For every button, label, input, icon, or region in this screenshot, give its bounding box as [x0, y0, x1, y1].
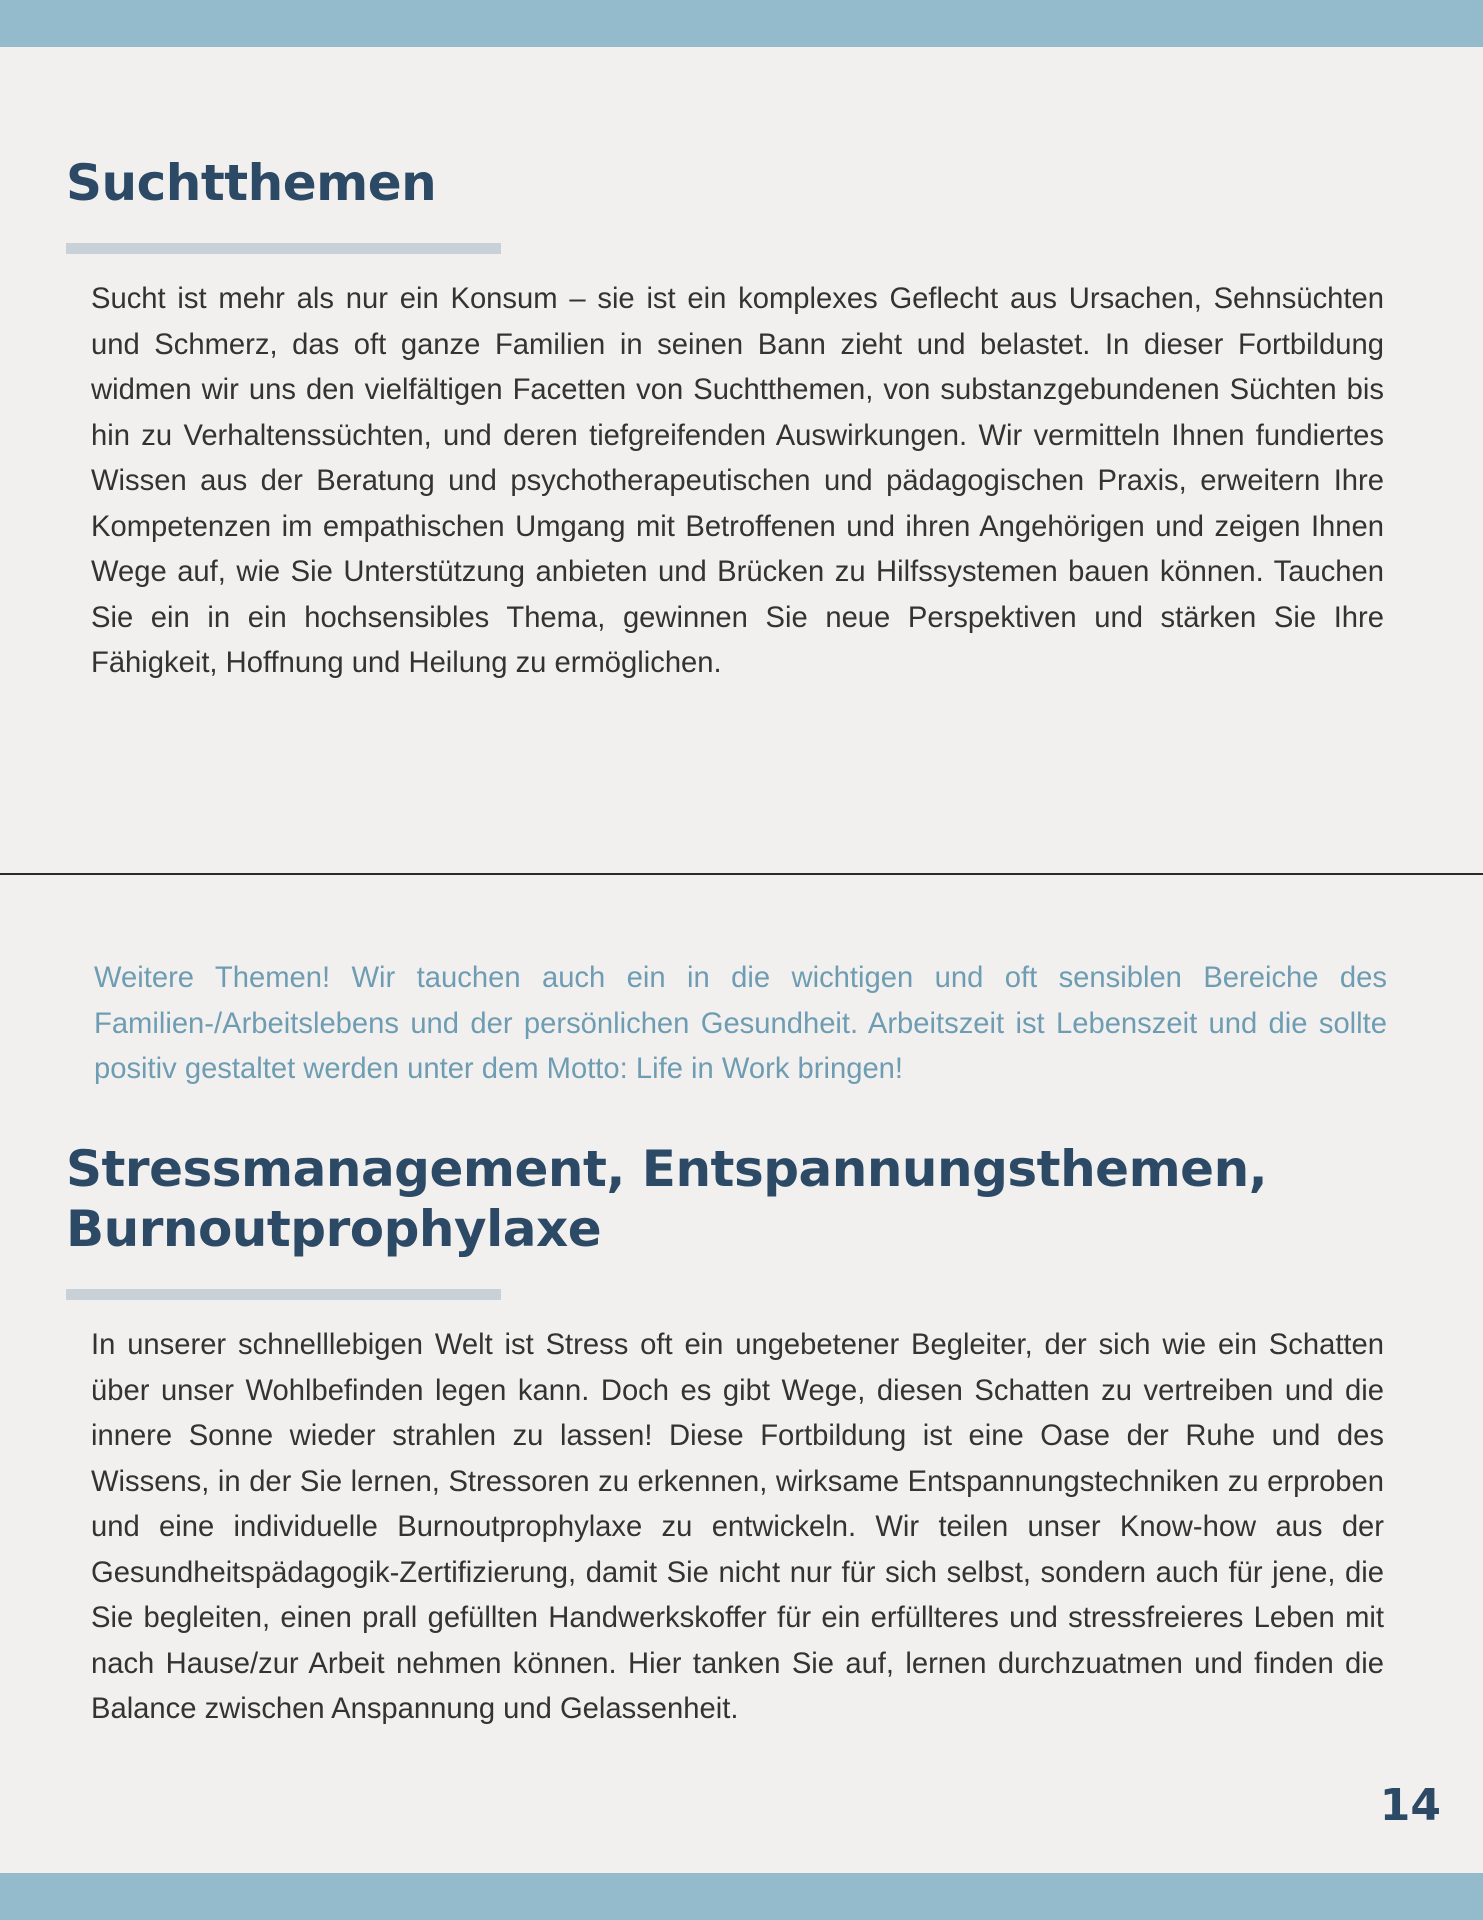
- section-title-line-2: Burnoutprophylaxe: [66, 1200, 602, 1258]
- section-body-suchtthemen: Sucht ist mehr als nur ein Konsum – sie ist ein komplexes Geflecht aus Ursachen, Sehnsüchten und Schmerz, das oft ganze Familien in seinen Bann zieht und belastet. In dieser Fortbildung widmen wir uns den vielfältigen Facetten von Suchtthemen, von substanzgebundenen Süchten bis hin zu Verhaltenssüchten, und deren tiefgreifenden Auswirkungen. Wir vermitteln Ihnen fundiertes Wissen aus der Beratung und psychotherapeutischen und pädagogischen Praxis, erweitern Ihre Kompetenzen im empathischen Umgang mit Betroffenen und ihren Angehörigen und zeigen Ihnen Wege auf, wie Sie Unterstützung anbieten und Brücken zu Hilfssystemen bauen können. Tauchen Sie ein in ein hochsensibles Thema, gewinnen Sie neue Perspektiven und stärken Sie Ihre Fähigkeit, Hoffnung und Heilung zu ermöglichen.: [91, 283, 1384, 679]
- title-underline: [66, 1289, 501, 1300]
- section-title-suchtthemen: Suchtthemen: [66, 154, 437, 212]
- page-number: 14: [1379, 1780, 1441, 1831]
- section-body-stressmanagement: In unserer schnelllebigen Welt ist Stress oft ein ungebetener Begleiter, der sich wie ein Schatten über unser Wohlbefinden legen kann. Doch es gibt Wege, diesen Schatten zu vertreiben und die innere Sonne wieder strahlen zu lassen! Diese Fortbildung ist eine Oase der Ruhe und des Wissens, in der Sie lernen, Stressoren zu erkennen, wirksame Entspannungstechniken zu erproben und eine individuelle Burnoutprophylaxe zu entwickeln. Wir teilen unser Know-how aus der Gesundheitspädagogik-Zertifizierung, damit Sie nicht nur für sich selbst, sondern auch für jene, die Sie begleiten, einen prall gefüllten Handwerkskoffer für ein erfüllteres und stressfreieres Leben mit nach Hause/zur Arbeit nehmen können. Hier tanken Sie auf, lernen durchzuatmen und finden die Balance zwischen Anspannung und Gelassenheit.: [91, 1329, 1384, 1725]
- section-divider: [0, 873, 1483, 875]
- title-underline: [66, 243, 501, 254]
- section-title-line-1: Stressmanagement, Entspannungsthemen,: [66, 1140, 1268, 1198]
- section-title-stressmanagement: [66, 1139, 1366, 1259]
- intro-text: Weitere Themen! Wir tauchen auch ein in die wichtigen und oft sensiblen Bereiche des Familien-/Arbeitslebens und der persönlichen Gesundheit. Arbeitszeit ist Lebenszeit und die sollte positiv gestaltet werden unter dem Motto: Life in Work bringen!: [94, 962, 1387, 1085]
- top-band: [0, 0, 1483, 47]
- bottom-band: [0, 1873, 1483, 1920]
